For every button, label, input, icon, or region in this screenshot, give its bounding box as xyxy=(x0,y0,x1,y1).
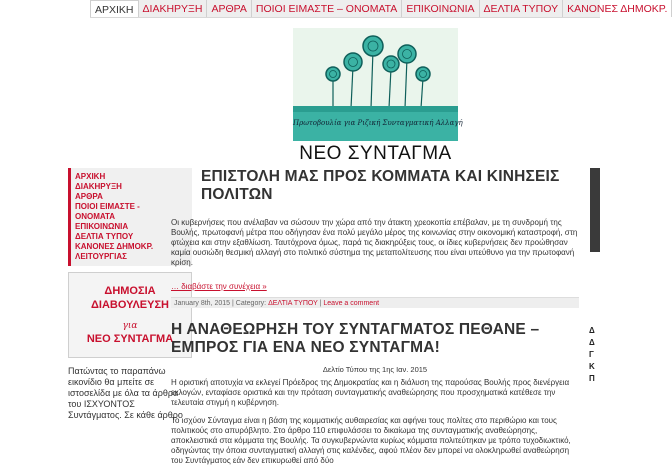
right-letter: Π xyxy=(589,374,595,383)
sidebar-text-line: Συντάγματος. Σε κάθε άρθρο xyxy=(68,410,183,420)
sidebar-item-operation[interactable]: ΛΕΙΤΟΥΡΓΙΑΣ xyxy=(75,252,127,261)
nav-item-articles[interactable]: ΑΡΘΡΑ xyxy=(207,0,251,17)
right-letter: Δ xyxy=(589,338,595,347)
post-letter xyxy=(171,168,579,308)
logo-tagline: Πρωτοβουλία για Ριζική Συνταγματική Αλλαγή xyxy=(293,112,458,134)
banner-line-new-constitution: ΝΕΟ ΣΥΝΤΑΓΜΑ xyxy=(86,333,174,345)
post-category-link[interactable]: ΔΕΛΤΙΑ ΤΥΠΟΥ xyxy=(268,300,318,307)
site-logo[interactable] xyxy=(293,28,463,165)
sidebar-text-line: Πατώντας το παραπάνω xyxy=(68,366,166,376)
meta-separator: | xyxy=(319,300,324,307)
banner-line-consultation: ΔΙΑΒΟΥΛΕΥΣΗ xyxy=(91,299,169,311)
banner-line-public: ΔΗΜΟΣΙΑ xyxy=(104,285,156,297)
sidebar-item-who-we-are[interactable]: ΠΟΙΟΙ ΕΙΜΑΣΤΕ - xyxy=(75,202,140,211)
post-subtitle: Δελτίο Τύπου της 1ης Ιαν. 2015 xyxy=(322,365,428,374)
nav-item-who-we-are[interactable]: ΠΟΙΟΙ ΕΙΜΑΣΤΕ – ΟΝΟΜΑΤΑ xyxy=(252,0,402,17)
main-content xyxy=(171,168,579,466)
post-title[interactable]: ΕΠΙΣΤΟΛΗ ΜΑΣ ΠΡΟΣ ΚΟΜΜΑΤΑ ΚΑΙ ΚΙΝΗΣΕΙΣ ΠΟΛΙΤΩΝ xyxy=(201,168,560,203)
banner-line-for: για xyxy=(122,321,138,331)
sidebar-item-democracy-rules[interactable]: ΚΑΝΟΝΕΣ ΔΗΜΟΚΡ. xyxy=(75,242,154,251)
sidebar-text-line: ιστοσελίδα με όλα τα άρθρα xyxy=(68,388,179,398)
post-meta xyxy=(171,297,579,308)
sidebar-item-names[interactable]: ΟΝΟΜΑΤΑ xyxy=(75,212,116,221)
nav-item-declaration[interactable]: ΔΙΑΚΗΡΥΞΗ xyxy=(139,0,208,17)
sidebar-item-declaration[interactable]: ΔΙΑΚΗΡΥΞΗ xyxy=(75,182,122,191)
right-letter: Γ xyxy=(589,350,594,359)
right-banner-partial xyxy=(590,168,600,252)
sidebar-text-line: εικονίδιο θα μπείτε σε xyxy=(68,377,155,387)
post-paragraph: Το ισχύον Σύνταγμα είναι η βάση της κομματικής αυθαιρεσίας και αφήνει τους πολίτες στο περιθώριο και τους πολιτικούς στο απυρόβλητο. Στο άρθρο 110 επιφυλάσσει το δικαίωμα της συνταγματικής αναθεώρησης, αποκλειστικά στα κόμματα της Βουλής. Τα συγκυβερνώντα κυρίως κόμματα πολιτεύτηκαν με τρόπο τυχοδιωκτικό, οδηγώντας την όποια συνταγματική αλλαγή στις καλένδες, αφού πλέον δεν μπορεί να ολοκληρωθεί αναθεώρηση του Συντάγματος εάν δεν επικυρωθεί από δύο xyxy=(171,416,571,465)
read-more-wrap xyxy=(171,274,579,293)
nav-item-democracy-rules[interactable]: ΚΑΝΟΝΕΣ ΔΗΜΟΚΡ. xyxy=(563,0,672,17)
right-letter: Δ xyxy=(589,326,595,335)
sidebar-text-line: του ΙΣΧΥΟΝΤΟΣ xyxy=(68,399,135,409)
nav-item-home[interactable]: ΑΡΧΙΚΗ xyxy=(90,0,139,17)
post-excerpt: Οι κυβερνήσεις που ανέλαβαν να σώσουν την χώρα από την άτακτη χρεοκοπία επέβαλαν, με τη συνδρομή της Βουλής, πρωτοφανή μέτρα που οδήγησαν ένα πολύ μεγάλο μέρος της κοινωνίας στην οικονομική καταστροφή, στη φτώχεια και στην εξαθλίωση. Ταυτόχρονα όμως, παρά τις διακηρύξεις τους, οι ίδιες κυβερνήσεις δεν προώθησαν καμία ουσιώδη θεσμική αλλαγή στο πολιτικό σύστημα της μεταπολίτευσης που είναι υπεύθυνο για την πρωτοφανή κρίση. xyxy=(171,218,578,267)
post-title[interactable]: Η ΑΝΑΘΕΩΡΗΣΗ ΤΟΥ ΣΥΝΤΑΓΜΑΤΟΣ ΠΕΘΑΝΕ – ΕΜΠΡΟΣ ΓΙΑ ΕΝΑ ΝΕΟ ΣΥΝΤΑΓΜΑ! xyxy=(171,321,540,356)
nav-item-press-releases[interactable]: ΔΕΛΤΙΑ ΤΥΠΟΥ xyxy=(480,0,564,17)
nav-item-contact[interactable]: ΕΠΙΚΟΙΝΩΝΙΑ xyxy=(402,0,479,17)
category-prefix: Category: xyxy=(235,300,267,307)
sidebar-item-contact[interactable]: ΕΠΙΚΟΙΝΩΝΙΑ xyxy=(75,222,129,231)
post-paragraph: Η οριστική αποτυχία να εκλεγεί Πρόεδρος της Δημοκρατίας και η διάλυση της παρούσας Βουλής προς διενέργεια εκλογών, ενταφίασε οριστικά και την πρόταση συνταγματικής αναθεώρησης που προσχηματικά κατέθεσε την τελευταία στιγμή η κυβέρνηση. xyxy=(171,378,570,407)
leave-comment-link[interactable]: Leave a comment xyxy=(323,300,380,307)
sidebar-item-articles[interactable]: ΑΡΘΡΑ xyxy=(75,192,103,201)
right-letter: Κ xyxy=(589,362,595,371)
top-navigation xyxy=(90,0,668,18)
logo-title: ΝΕΟ ΣΥΝΤΑΓΜΑ xyxy=(299,143,452,164)
meta-separator: | xyxy=(232,300,236,307)
post-date: January 8th, 2015 xyxy=(174,300,231,307)
post-constitution xyxy=(171,321,579,466)
sidebar-item-press-releases[interactable]: ΔΕΛΤΙΑ ΤΥΠΟΥ xyxy=(75,232,134,241)
sidebar-item-home[interactable]: ΑΡΧΙΚΗ xyxy=(75,172,106,181)
read-more-link[interactable]: … διαβάστε την συνέχεια » xyxy=(171,282,267,291)
